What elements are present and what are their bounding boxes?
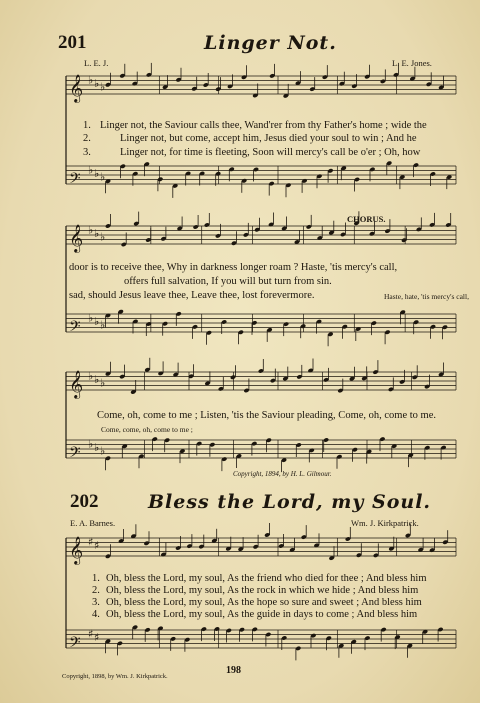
svg-text:♭: ♭ bbox=[94, 167, 100, 181]
verse-number: 2. bbox=[92, 585, 100, 596]
verse-line: Oh, bless the Lord, my soul, As the hope so sure and sweet ; And bless him bbox=[106, 597, 422, 608]
hymn-title: Bless the Lord, my Soul. bbox=[148, 491, 432, 513]
svg-text:♭: ♭ bbox=[88, 369, 94, 383]
svg-text:♭: ♭ bbox=[94, 441, 100, 455]
svg-text:♭: ♭ bbox=[100, 80, 106, 94]
svg-text:♭: ♭ bbox=[88, 73, 94, 87]
hymn-number: 202 bbox=[70, 491, 99, 512]
verse-line: Come, oh, come to me ; Listen, 'tis the Saviour pleading, Come, oh, come to me. bbox=[97, 410, 436, 421]
chorus-label: CHORUS. bbox=[347, 214, 386, 224]
svg-text:♭: ♭ bbox=[88, 311, 94, 325]
svg-text:♭: ♭ bbox=[94, 373, 100, 387]
verse-number: 3. bbox=[83, 147, 91, 158]
svg-text:𝄞: 𝄞 bbox=[69, 74, 84, 102]
svg-text:𝄞: 𝄞 bbox=[69, 536, 84, 564]
verse-line: Oh, bless the Lord, my soul, As the rock in which we hide ; And bless him bbox=[106, 585, 419, 596]
bass-lyric: Come, come, oh, come to me ; bbox=[101, 425, 193, 434]
verse-line: Linger not, but come, accept him, Jesus died your soul to win ; And he bbox=[120, 133, 417, 144]
svg-text:♯: ♯ bbox=[94, 631, 100, 645]
verse-line: Linger not, the Saviour calls thee, Wand'rer from thy Father's home ; wide the bbox=[100, 120, 427, 131]
svg-text:♭: ♭ bbox=[88, 437, 94, 451]
svg-text:♭: ♭ bbox=[88, 163, 94, 177]
svg-text:♭: ♭ bbox=[100, 318, 106, 332]
words-credit: L. E. J. bbox=[84, 58, 109, 68]
verse-line: sad, should Jesus leave thee, Leave thee, lost forevermore. bbox=[69, 290, 315, 301]
svg-text:♭: ♭ bbox=[88, 223, 94, 237]
verse-line: Oh, bless the Lord, my soul, As the friend who died for thee ; And bless him bbox=[106, 573, 427, 584]
verse-number: 4. bbox=[92, 609, 100, 620]
svg-text:𝄞: 𝄞 bbox=[69, 224, 84, 252]
svg-text:𝄞: 𝄞 bbox=[69, 370, 84, 398]
verse-number: 1. bbox=[83, 120, 91, 131]
alto-lyric: Haste, hate, 'tis mercy's call, bbox=[384, 292, 469, 301]
page-number: 198 bbox=[226, 665, 241, 676]
svg-text:♭: ♭ bbox=[94, 315, 100, 329]
verse-line: offers full salvation, If you will but turn from sin. bbox=[124, 276, 332, 287]
svg-text:♯: ♯ bbox=[88, 535, 94, 549]
hymn-number: 201 bbox=[58, 32, 87, 53]
words-credit: E. A. Barnes. bbox=[70, 518, 116, 528]
verse-line: door is to receive thee, Why in darkness longer roam ? Haste, 'tis mercy's call, bbox=[69, 262, 398, 273]
svg-text:𝄢: 𝄢 bbox=[69, 170, 81, 191]
copyright: Copyright, 1898, by Wm. J. Kirkpatrick. bbox=[62, 673, 168, 680]
verse-line: Oh, bless the Lord, my soul, As the guide in days to come ; And bless him bbox=[106, 609, 418, 620]
verse-number: 1. bbox=[92, 573, 100, 584]
music-credit: Wm. J. Kirkpatrick. bbox=[351, 518, 419, 528]
svg-text:♯: ♯ bbox=[94, 539, 100, 553]
svg-text:♭: ♭ bbox=[100, 376, 106, 390]
verse-number: 2. bbox=[83, 133, 91, 144]
svg-text:𝄢: 𝄢 bbox=[69, 318, 81, 339]
verse-number: 3. bbox=[92, 597, 100, 608]
svg-text:♭: ♭ bbox=[94, 227, 100, 241]
svg-text:♯: ♯ bbox=[88, 627, 94, 641]
verse-line: Linger not, for time is fleeting, Soon will mercy's call be o'er ; Oh, how bbox=[120, 147, 421, 158]
svg-text:𝄢: 𝄢 bbox=[69, 444, 81, 465]
copyright: Copyright, 1894, by H. L. Gilmour. bbox=[233, 470, 332, 478]
svg-text:♭: ♭ bbox=[100, 444, 106, 458]
music-credit: L. E. Jones. bbox=[392, 58, 432, 68]
hymn-title: Linger Not. bbox=[204, 32, 337, 54]
svg-text:♭: ♭ bbox=[100, 230, 106, 244]
svg-text:♭: ♭ bbox=[100, 170, 106, 184]
svg-text:𝄢: 𝄢 bbox=[69, 634, 81, 655]
svg-text:♭: ♭ bbox=[94, 77, 100, 91]
